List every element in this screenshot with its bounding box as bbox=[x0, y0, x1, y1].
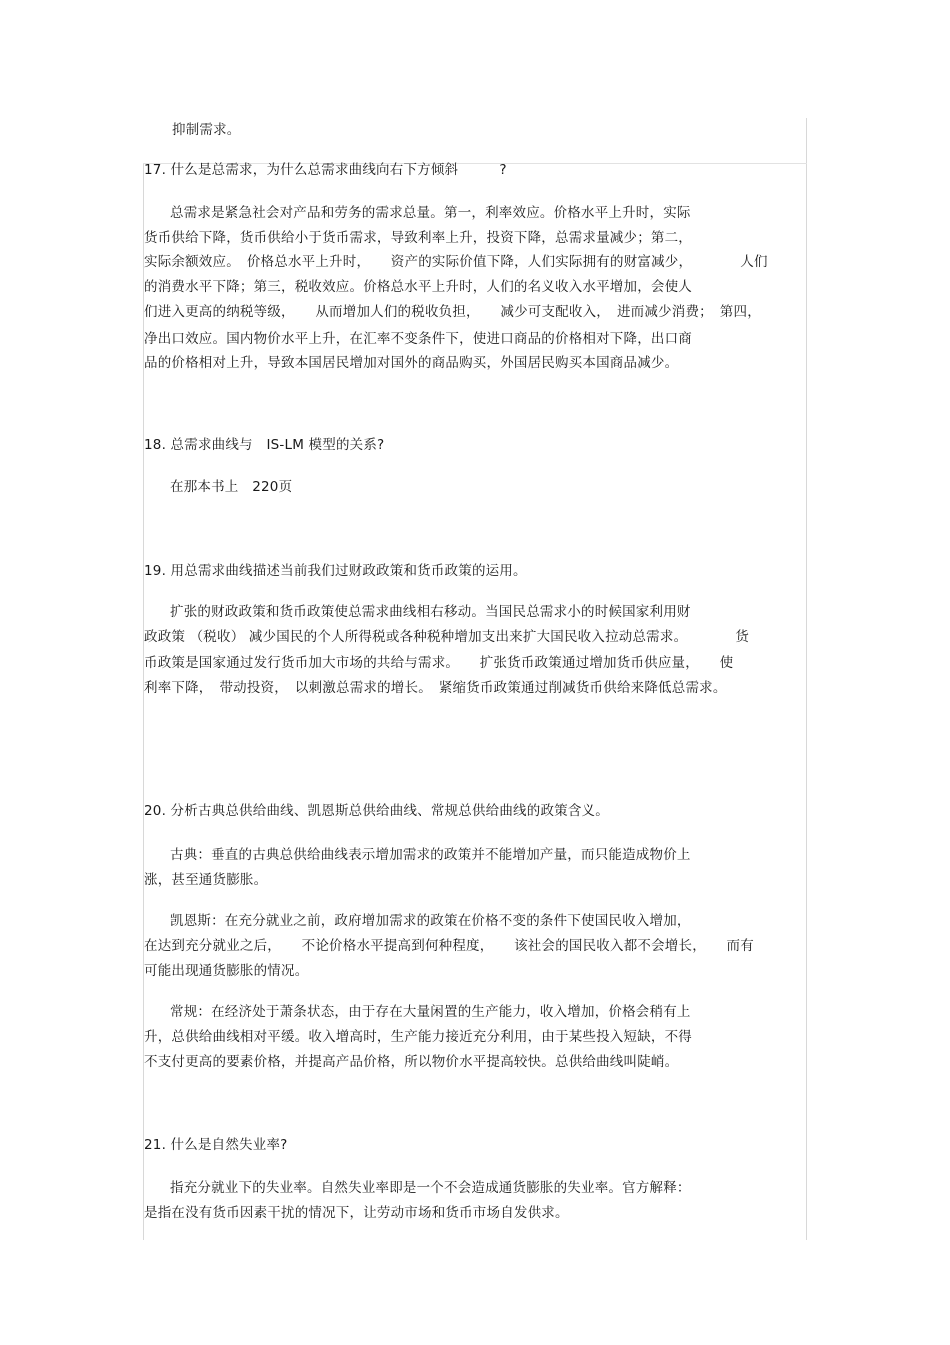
question-20-title: 20. 分析古典总供给曲线、凯恩斯总供给曲线、常规总供给曲线的政策含义。 bbox=[144, 803, 609, 819]
question-18-title: 18. 总需求曲线与 IS-LM 模型的关系? bbox=[144, 437, 385, 453]
q19-answer-line-4: 利率下降， 带动投资， 以刺激总需求的增长。 紧缩货币政策通过削减货币供给来降低总需求。 bbox=[144, 680, 727, 696]
q20-keynes-line-1: 凯恩斯：在充分就业之前，政府增加需求的政策在价格不变的条件下使国民收入增加， bbox=[170, 913, 691, 929]
q19-answer-line-3: 币政策是国家通过发行货币加大市场的共给与需求。 扩张货币政策通过增加货币供应量， 使 bbox=[144, 655, 734, 671]
question-21-title: 21. 什么是自然失业率? bbox=[144, 1137, 288, 1153]
q20-keynes-line-2: 在达到充分就业之后， 不论价格水平提高到何种程度， 该社会的国民收入都不会增长， 而有 bbox=[144, 938, 754, 954]
q21-answer-line-1: 指充分就业下的失业率。自然失业率即是一个不会造成通货膨胀的失业率。官方解释： bbox=[170, 1180, 691, 1196]
q20-classical-line-1: 古典：垂直的古典总供给曲线表示增加需求的政策并不能增加产量，而只能造成物价上 bbox=[170, 847, 691, 863]
q17-answer-line-2: 货币供给下降，货币供给小于货币需求，导致利率上升，投资下降，总需求量减少；第二， bbox=[144, 230, 692, 246]
q17-answer-line-1: 总需求是紧急社会对产品和劳务的需求总量。第一，利率效应。价格水平上升时，实际 bbox=[170, 205, 691, 221]
q17-answer-line-7: 品的价格相对上升，导致本国居民增加对国外的商品购买，外国居民购买本国商品减少。 bbox=[144, 355, 679, 371]
q19-answer-line-1: 扩张的财政政策和货币政策使总需求曲线相右移动。当国民总需求小的时候国家利用财 bbox=[170, 604, 691, 620]
q20-normal-line-2: 升，总供给曲线相对平缓。收入增高时，生产能力接近充分利用，由于某些投入短缺，不得 bbox=[144, 1029, 692, 1045]
intro-text: 抑制需求。 bbox=[172, 122, 241, 138]
q17-answer-line-5: 们进入更高的纳税等级， 从而增加人们的税收负担， 减少可支配收入， 进而减少消费； 第四， bbox=[144, 304, 761, 320]
question-17-title: 17. 什么是总需求，为什么总需求曲线向右下方倾斜 ? bbox=[144, 162, 507, 178]
q20-classical-line-2: 涨，甚至通货膨胀。 bbox=[144, 872, 268, 888]
q17-answer-line-4: 的消费水平下降；第三，税收效应。价格总水平上升时，人们的名义收入水平增加，会使人 bbox=[144, 279, 692, 295]
q20-normal-line-1: 常规：在经济处于萧条状态，由于存在大量闲置的生产能力，收入增加，价格会稍有上 bbox=[170, 1004, 691, 1020]
q18-answer: 在那本书上 220页 bbox=[170, 479, 293, 495]
q17-answer-line-3: 实际余额效应。 价格总水平上升时， 资产的实际价值下降，人们实际拥有的财富减少， 人们 bbox=[144, 254, 768, 270]
page-border-right bbox=[806, 118, 807, 1240]
q17-answer-line-6: 净出口效应。国内物价水平上升，在汇率不变条件下，使进口商品的价格相对下降，出口商 bbox=[144, 331, 692, 347]
q21-answer-line-2: 是指在没有货币因素干扰的情况下，让劳动市场和货币市场自发供求。 bbox=[144, 1205, 569, 1221]
page-border-left bbox=[143, 163, 144, 1240]
q20-normal-line-3: 不支付更高的要素价格，并提高产品价格，所以物价水平提高较快。总供给曲线叫陡峭。 bbox=[144, 1054, 679, 1070]
question-19-title: 19. 用总需求曲线描述当前我们过财政政策和货币政策的运用。 bbox=[144, 563, 527, 579]
q20-keynes-line-3: 可能出现通货膨胀的情况。 bbox=[144, 963, 309, 979]
q19-answer-line-2: 政政策 （税收） 减少国民的个人所得税或各种税种增加支出来扩大国民收入拉动总需求。 货 bbox=[144, 629, 750, 645]
